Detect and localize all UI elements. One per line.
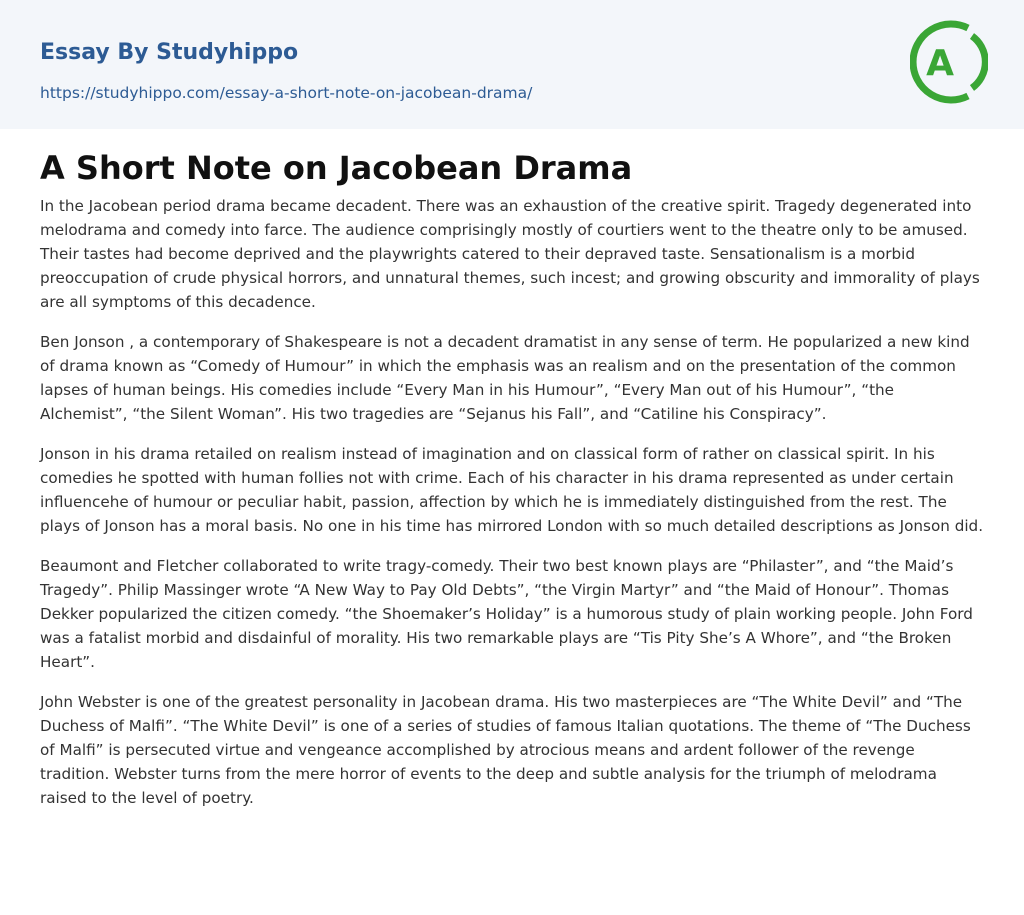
paragraph: John Webster is one of the greatest personality in Jacobean drama. His two masterpieces are “The White Devil” and “The Duchess of Malfi”. “The White Devil” is one of a series of studies of famous Italian quotations. The theme of “The Duchess of Malfi” is persecuted virtue and vengeance accomplished by atrocious means and ardent follower of the revenge tradition. Webster turns from the mere horror of events to the deep and subtle analysis for the triumph of melodrama raised to the level of poetry.	[40, 693, 971, 807]
paragraph: Beaumont and Fletcher collaborated to write tragy-comedy. Their two best known plays are “Philaster”, and “the Maid’s Tragedy”. Philip Massinger wrote “A New Way to Pay Old Debts”, “the Virgin Martyr” and “the Maid of Honour”. Thomas Dekker popularized the citizen comedy. “the Shoemaker’s Holiday” is a humorous study of plain working people. John Ford was a fatalist morbid and disdainful of morality. His two remarkable plays are “Tis Pity She’s A Whore”, and “the Broken Heart”.	[40, 557, 973, 671]
circle-a-logo-icon[interactable]	[910, 18, 988, 106]
page-title: A Short Note on Jacobean Drama	[40, 149, 633, 187]
paragraph: In the Jacobean period drama became decadent. There was an exhaustion of the creative spirit. Tragedy degenerated into melodrama and comedy into farce. The audience comprisingly mostly of courtiers went to the theatre only to be amused. Their tastes had become deprived and the playwrights catered to their depraved taste. Sensationalism is a morbid preoccupation of crude physical horrors, and unnatural themes, such incest; and growing obscurity and immorality of plays are all symptoms of this decadence.	[40, 197, 980, 311]
site-title[interactable]: Essay By Studyhippo	[40, 40, 299, 65]
site-header	[0, 0, 1024, 129]
essay-url-link[interactable]: https://studyhippo.com/essay-a-short-note-on-jacobean-drama/	[40, 84, 533, 102]
paragraph: Jonson in his drama retailed on realism instead of imagination and on classical form of rather on classical spirit. In his comedies he spotted with human follies not with crime. Each of his character in his drama represented as under certain influencehe of humour or peculiar habit, passion, affection by which he is immediately distinguished from the rest. The plays of Jonson has a moral basis. No one in his time has mirrored London with so much detailed descriptions as Jonson did.	[40, 445, 984, 535]
paragraph: Ben Jonson , a contemporary of Shakespeare is not a decadent dramatist in any sense of term. He popularized a new kind of drama known as “Comedy of Humour” in which the emphasis was an realism and on the presentation of the common lapses of human beings. His comedies include “Every Man in his Humour”, “Every Man out of his Humour”, “the Alchemist”, “the Silent Woman”. His two tragedies are “Sejanus his Fall”, and “Catiline his Conspiracy”.	[40, 333, 970, 423]
article-body	[40, 194, 986, 826]
logo-letter: A	[926, 43, 954, 84]
